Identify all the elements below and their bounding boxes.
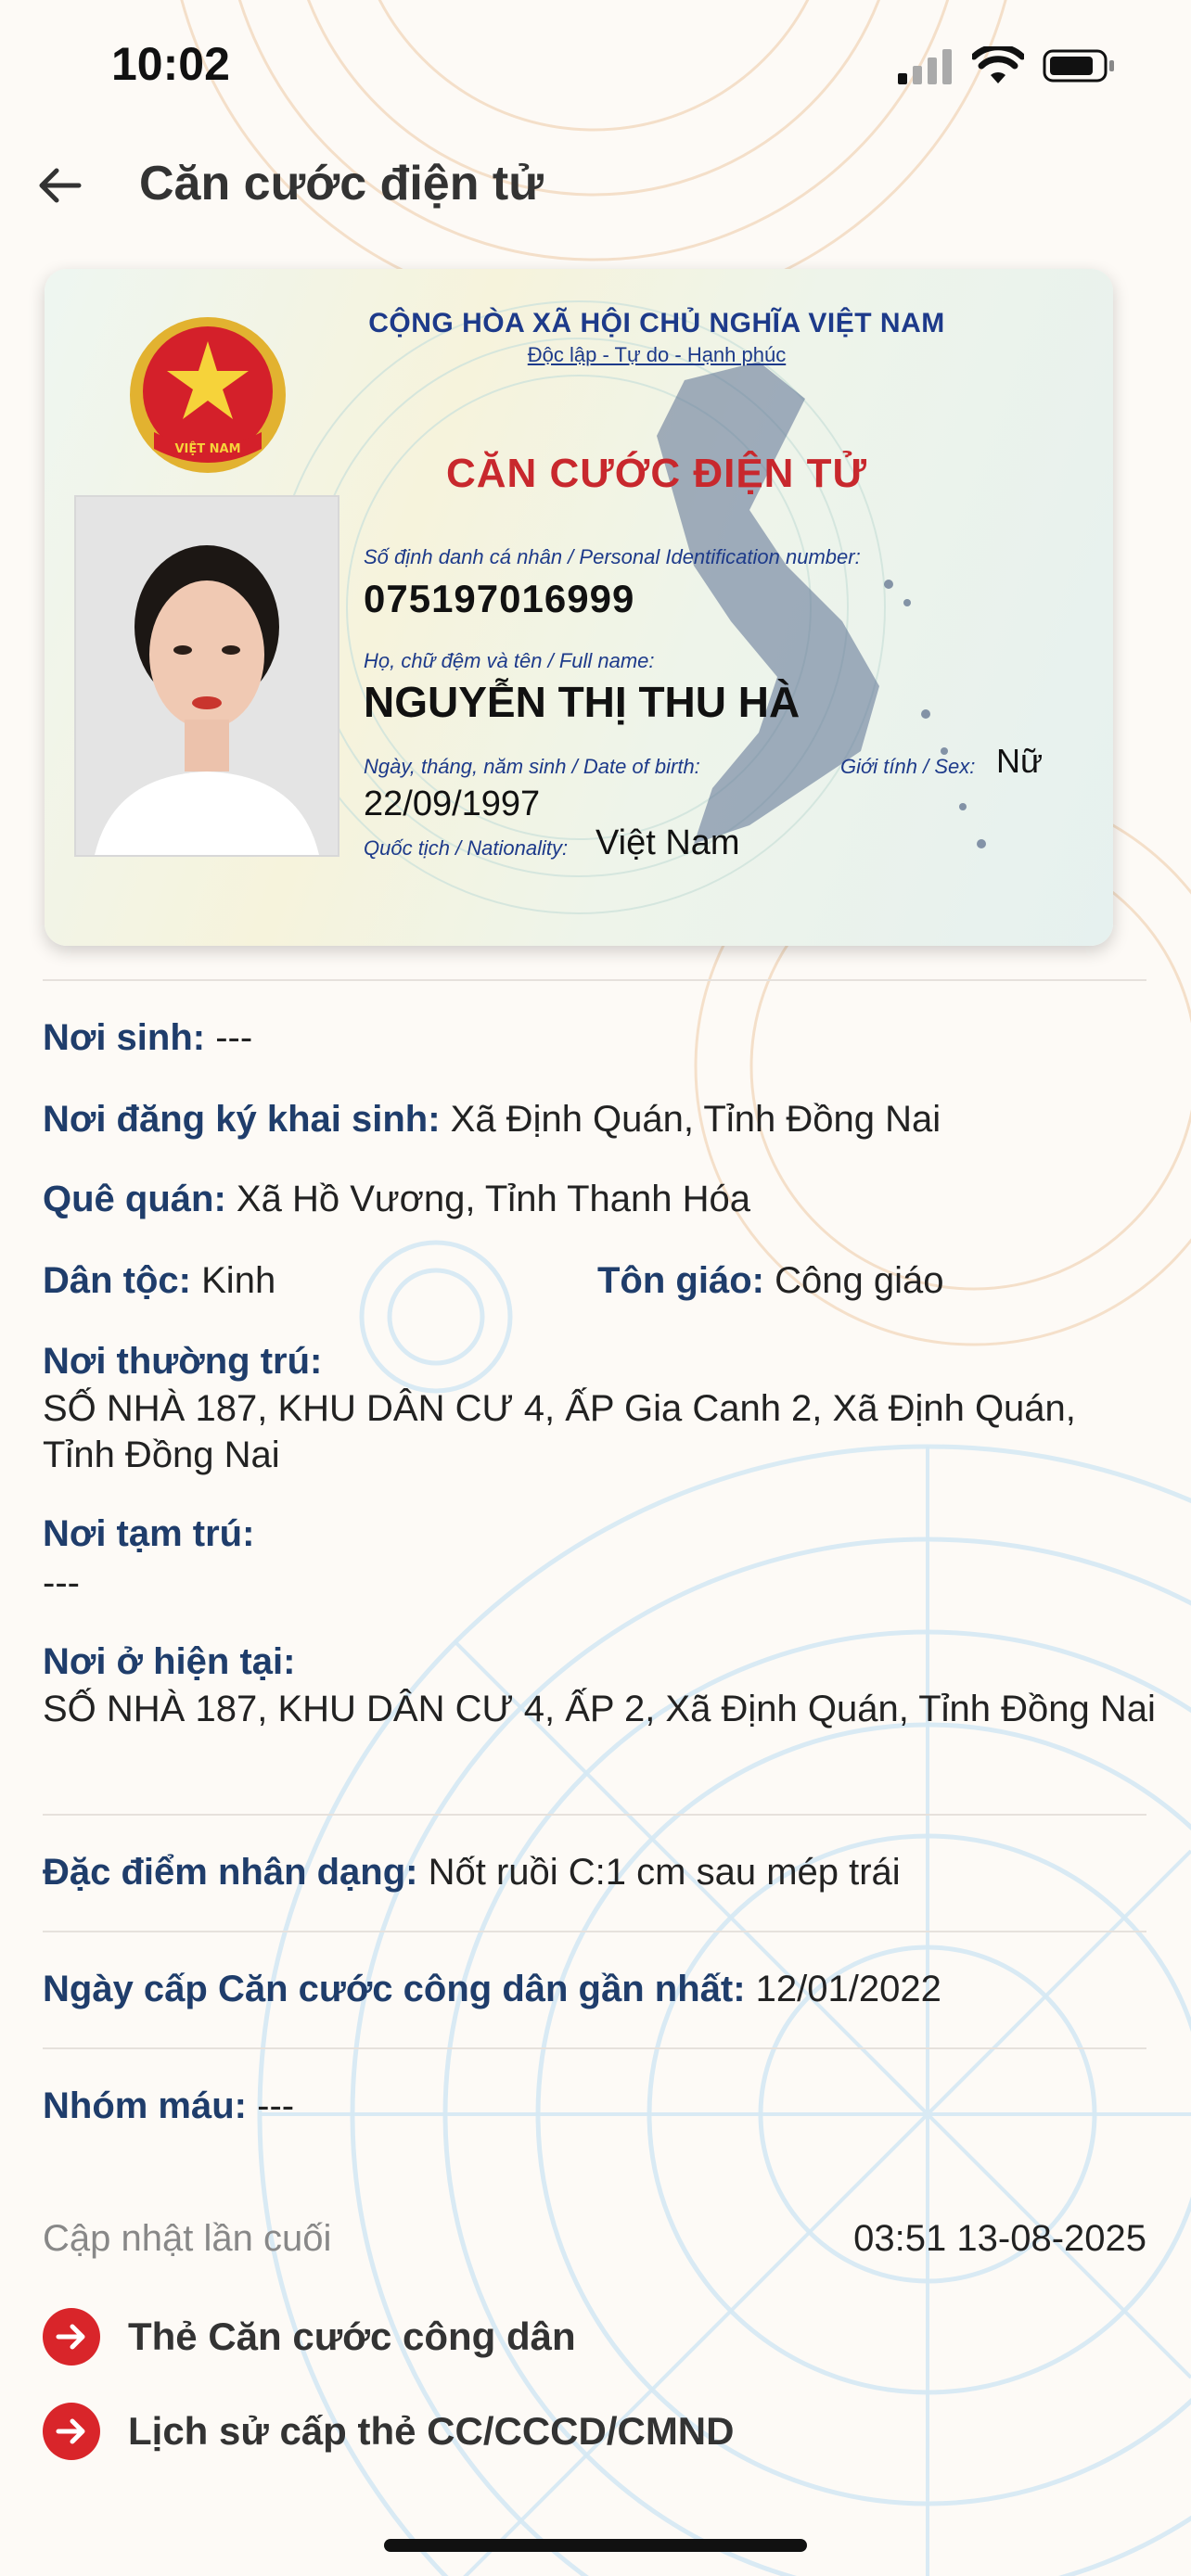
religion-value: Công giáo: [775, 1260, 944, 1301]
portrait-image: [76, 497, 338, 855]
hometown-row: [43, 1176, 1156, 1222]
emblem-text: VIỆT NAM: [174, 442, 241, 456]
arrow-right-circle-icon: [43, 2308, 100, 2366]
blood-type-label: Nhóm máu:: [43, 2085, 247, 2126]
card-id-label: Số định danh cá nhân / Personal Identification number:: [364, 545, 861, 568]
card-name-value: NGUYỄN THỊ THU HÀ: [364, 678, 800, 726]
latest-issue-date-label: Ngày cấp Căn cước công dân gần nhất:: [43, 1969, 746, 2009]
card-nationality-label: Quốc tịch / Nationality:: [364, 836, 569, 860]
hometown-label: Quê quán:: [43, 1179, 226, 1219]
card-country: CỘNG HÒA XÃ HỘI CHỦ NGHĨA VIỆT NAM: [368, 308, 945, 338]
latest-issue-date-value: 12/01/2022: [755, 1969, 941, 2009]
ethnicity-row: [43, 1257, 599, 1304]
birth-registration-label: Nơi đăng ký khai sinh:: [43, 1099, 441, 1140]
blood-type-value: ---: [257, 2085, 295, 2126]
wifi-icon: [972, 46, 1024, 85]
cellular-signal-icon: [898, 47, 954, 84]
divider: [43, 2047, 1146, 2049]
arrow-right-circle-icon: [43, 2403, 100, 2460]
hometown-value: Xã Hồ Vương, Tỉnh Thanh Hóa: [236, 1179, 750, 1219]
birthplace-value: ---: [215, 1017, 253, 1058]
card-id-value: 075197016999: [364, 577, 635, 620]
religion-label: Tôn giáo:: [597, 1260, 764, 1301]
birthplace-row: [43, 1014, 1156, 1061]
latest-issue-date-row: [43, 1966, 1156, 2012]
temporary-residence-label: Nơi tạm trú:: [43, 1513, 255, 1554]
link-card-issue-history[interactable]: [43, 2394, 1146, 2468]
page-title: Căn cước điện tử: [139, 157, 544, 210]
link-citizen-id-card-label: Thẻ Căn cước công dân: [128, 2315, 576, 2358]
battery-icon: [1043, 47, 1117, 84]
permanent-residence-value: SỐ NHÀ 187, KHU DÂN CƯ 4, ẤP Gia Canh 2, Xã Định Quán, Tỉnh Đồng Nai: [43, 1388, 1076, 1475]
identifying-marks-row: [43, 1849, 1156, 1895]
card-name-label: Họ, chữ đệm và tên / Full name:: [364, 649, 655, 672]
status-time: 10:02: [111, 38, 230, 90]
card-sex-label: Giới tính / Sex:: [840, 755, 976, 778]
birthplace-label: Nơi sinh:: [43, 1017, 206, 1058]
portrait-photo: [74, 495, 339, 857]
link-citizen-id-card[interactable]: [43, 2300, 1146, 2374]
ethnicity-value: Kinh: [201, 1260, 276, 1301]
identifying-marks-label: Đặc điểm nhân dạng:: [43, 1852, 418, 1893]
permanent-residence-label: Nơi thường trú:: [43, 1341, 323, 1382]
identifying-marks-value: Nốt ruồi C:1 cm sau mép trái: [428, 1852, 901, 1893]
current-residence-value: SỐ NHÀ 187, KHU DÂN CƯ 4, ẤP 2, Xã Định Quán, Tỉnh Đồng Nai: [43, 1689, 1156, 1729]
last-update-value: 03:51 13-08-2025: [853, 2218, 1146, 2259]
religion-row: [597, 1257, 1154, 1304]
divider: [43, 1814, 1146, 1816]
arrow-left-icon: [38, 167, 83, 204]
blood-type-row: [43, 2083, 1156, 2129]
ethnicity-label: Dân tộc:: [43, 1260, 191, 1301]
home-indicator[interactable]: [384, 2539, 807, 2552]
back-button[interactable]: [28, 153, 93, 218]
card-motto: Độc lập - Tự do - Hạnh phúc: [527, 343, 787, 366]
birth-registration-row: [43, 1096, 1156, 1142]
status-icons: [898, 46, 1117, 85]
id-card[interactable]: [45, 269, 1113, 946]
link-card-issue-history-label: Lịch sử cấp thẻ CC/CCCD/CMND: [128, 2409, 735, 2453]
card-dob-value: 22/09/1997: [364, 784, 541, 823]
national-emblem-icon: [126, 313, 289, 477]
divider: [43, 1931, 1146, 1932]
card-title: CĂN CƯỚC ĐIỆN TỬ: [445, 451, 868, 496]
card-dob-label: Ngày, tháng, năm sinh / Date of birth:: [364, 755, 700, 778]
card-header: [323, 308, 991, 367]
card-sex-value: Nữ: [996, 742, 1044, 780]
card-nationality-value: Việt Nam: [596, 823, 740, 862]
birth-registration-value: Xã Định Quán, Tỉnh Đồng Nai: [450, 1099, 941, 1140]
divider: [43, 979, 1146, 981]
temporary-residence-value: ---: [43, 1562, 80, 1603]
current-residence-label: Nơi ở hiện tại:: [43, 1641, 296, 1682]
last-update-label: Cập nhật lần cuối: [43, 2218, 332, 2259]
